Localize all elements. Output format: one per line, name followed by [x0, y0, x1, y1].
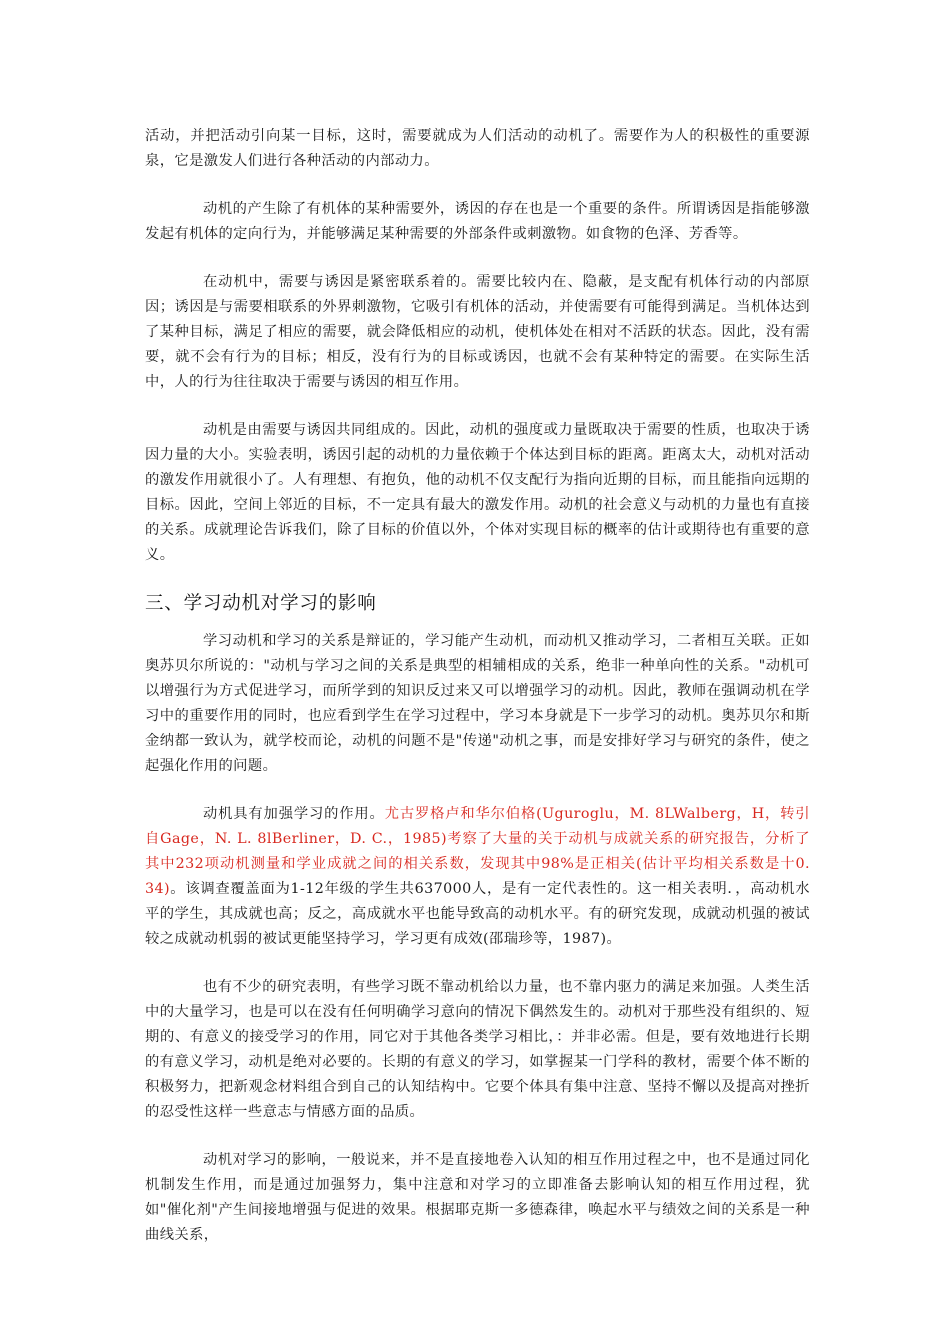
- paragraph-indirect-effect: 动机对学习的影响，一般说来，并不是直接地卷入认知的相互作用过程之中，也不是通过同化机制发生作用，而是通过加强努力，集中注意和对学习的立即准备去影响认知的相互作用过程，犹如"催化剂"产生间接地增强与促进的效果。根据耶克斯一多德森律，唤起水平与绩效之间的关系是一种曲线关系，: [145, 1152, 810, 1243]
- document-page: [145, 124, 810, 1271]
- paragraph-trailing-text: 。该调查覆盖面为1-12年级的学生共637000人，是有一定代表性的。这一相关表明．，高动机水平的学生，其成就也高；反之，高成就水平也能导致高的动机水平。有的研究发现，成就动机强的被试较之成就动机弱的被试更能坚持学习，学习更有成效(邵瑞珍等，1987)。: [145, 881, 810, 947]
- paragraph-lead-text: 动机具有加强学习的作用。: [203, 806, 385, 822]
- highlighted-citation: 尤古罗格卢和华尔伯格(Uguroglu，M. 8LWalberg，H，转引自Gage，N. L. 8lBerliner，D. C.，1985)考察了大量的关于动机与成就关系的研究报告，分析了其中232项动机测量和学业成就之间的相关系数，发现其中98%是正相关(估计平均相关系数是十0. 34): [145, 806, 810, 897]
- section-heading: 三、学习动机对学习的影响: [145, 593, 377, 614]
- paragraph-research-evidence: [145, 802, 810, 952]
- paragraph-continuation: 活动，并把活动引向某一目标，这时，需要就成为人们活动的动机了。需要作为人的积极性的重要源泉，它是激发人们进行各种活动的内部动力。: [145, 128, 810, 169]
- paragraph-incidental-learning: 也有不少的研究表明，有些学习既不靠动机给以力量，也不靠内驱力的满足来加强。人类生活中的大量学习，也是可以在没有任何明确学习意向的情况下偶然发生的。动机对于那些没有组织的、短期的、有意义的接受学习的作用，同它对于其他各类学习相比，：并非必需。但是，要有效地进行长期的有意义学习，动机是绝对必要的。长期的有意义的学习，如掌握某一门学科的教材，需要个体不断的积极努力，把新观念材料组合到自己的认知结构中。它要个体具有集中注意、坚持不懈以及提高对挫折的忍受性这样一些意志与情感方面的品质。: [145, 979, 810, 1120]
- paragraph-incentive: 动机的产生除了有机体的某种需要外，诱因的存在也是一个重要的条件。所谓诱因是指能够激发起有机体的定向行为，并能够满足某种需要的外部条件或刺激物。如食物的色泽、芳香等。: [145, 201, 810, 242]
- paragraph-dialectic: 学习动机和学习的关系是辩证的，学习能产生动机，而动机又推动学习，二者相互关联。正如奥苏贝尔所说的："动机与学习之间的关系是典型的相辅相成的关系，绝非一种单向性的关系。"动机可以增强行为方式促进学习，而所学到的知识反过来又可以增强学习的动机。因此，教师在强调动机在学习中的重要作用的同时，也应看到学生在学习过程中，学习本身就是下一步学习的动机。奥苏贝尔和斯金纳都一致认为，就学校而论，动机的问题不是"传递"动机之事，而是安排好学习与研究的条件，使之起强化作用的问题。: [145, 633, 810, 774]
- paragraph-motivation-strength: 动机是由需要与诱因共同组成的。因此，动机的强度或力量既取决于需要的性质，也取决于诱因力量的大小。实验表明，诱因引起的动机的力量依赖于个体达到目标的距离。距离太大，动机对活动的激发作用就很小了。人有理想、有抱负，他的动机不仅支配行为指向近期的目标，而且能指向远期的目标。因此，空间上邻近的目标，不一定具有最大的激发作用。动机的社会意义与动机的力量也有直接的关系。成就理论告诉我们，除了目标的价值以外，个体对实现目标的概率的估计或期待也有重要的意义。: [145, 422, 810, 563]
- paragraph-need-incentive: 在动机中，需要与诱因是紧密联系着的。需要比较内在、隐蔽，是支配有机体行动的内部原因；诱因是与需要相联系的外界刺激物，它吸引有机体的活动，并使需要有可能得到满足。当机体达到了某种目标，满足了相应的需要，就会降低相应的动机，使机体处在相对不活跃的状态。因此，没有需要，就不会有行为的目标；相反，没有行为的目标或诱因，也就不会有某种特定的需要。在实际生活中，人的行为往往取决于需要与诱因的相互作用。: [145, 274, 810, 390]
